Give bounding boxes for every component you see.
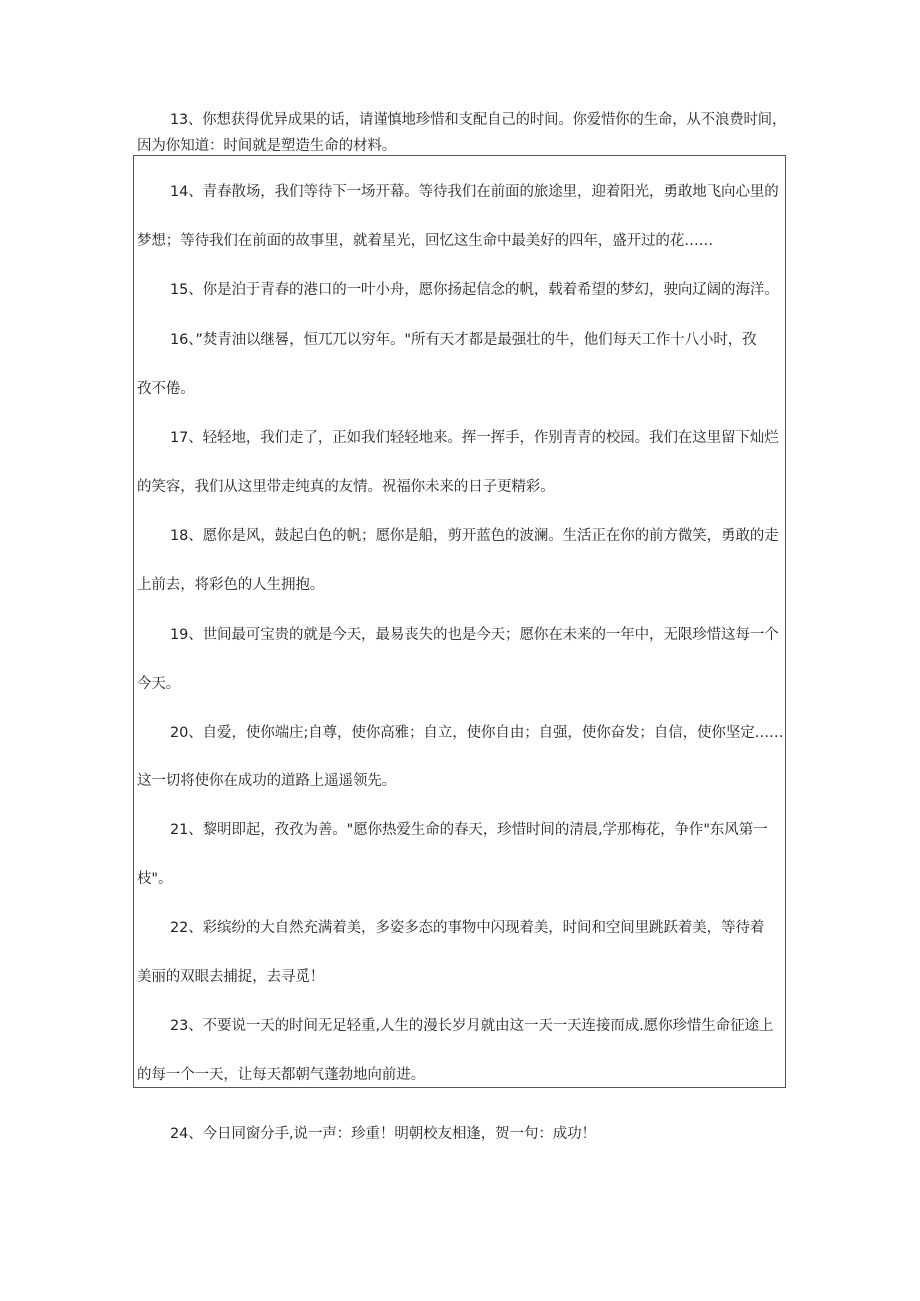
paragraph-line: 13、你想获得优异成果的话，请谨慎地珍惜和支配自己的时间。你爱惜你的生命，从不浪费时间， bbox=[170, 112, 787, 128]
paragraph-line: 14、青春散场，我们等待下一场开幕。等待我们在前面的旅途里，迎着阳光，勇敢地飞向心里的 bbox=[170, 184, 779, 200]
paragraph-line: 24、今日同窗分手,说一声：珍重！明朝校友相逢，贺一句：成功！ bbox=[170, 1126, 596, 1142]
paragraph-line: 21、黎明即起，孜孜为善。"愿你热爱生命的春天，珍惜时间的清晨,学那梅花，争作"东风第一 bbox=[170, 822, 768, 838]
paragraph-line: 22、彩缤纷的大自然充满着美，多姿多态的事物中闪现着美，时间和空间里跳跃着美，等待着 bbox=[170, 920, 765, 936]
paragraph-line: 16、”焚青油以继晷，恒兀兀以穷年。"所有天才都是最强壮的牛，他们每天工作十八小时，孜 bbox=[170, 332, 757, 348]
paragraph-line: 梦想；等待我们在前面的故事里，就着星光，回忆这生命中最美好的四年，盛开过的花…… bbox=[137, 233, 713, 249]
paragraph-line: 17、轻轻地，我们走了，正如我们轻轻地来。挥一挥手，作别青青的校园。我们在这里留下灿烂 bbox=[170, 430, 779, 446]
paragraph-line: 20、自爱，使你端庄;自尊，使你高雅；自立，使你自由；自强，使你奋发；自信，使你坚定…… bbox=[170, 725, 784, 741]
paragraph-line: 的每一个一天，让每天都朝气蓬勃地向前进。 bbox=[137, 1067, 425, 1083]
paragraph-line: 因为你知道：时间就是塑造生命的材料。 bbox=[137, 138, 397, 154]
paragraph-line: 孜不倦。 bbox=[137, 381, 195, 397]
paragraph-line: 这一切将使你在成功的道路上遥遥领先。 bbox=[137, 773, 397, 789]
paragraph-line: 18、愿你是风，鼓起白色的帆；愿你是船，剪开蓝色的波澜。生活正在你的前方微笑，勇敢的走 bbox=[170, 528, 779, 544]
paragraph-line: 上前去，将彩色的人生拥抱。 bbox=[137, 577, 325, 593]
paragraph-line: 美丽的双眼去捕捉，去寻觅！ bbox=[137, 969, 325, 985]
paragraph-line: 23、不要说一天的时间无足轻重,人生的漫长岁月就由这一天一天连接而成.愿你珍惜生命征途上 bbox=[170, 1018, 774, 1034]
paragraph-line: 枝"。 bbox=[137, 871, 173, 887]
paragraph-line: 19、世间最可宝贵的就是今天，最易丧失的也是今天；愿你在未来的一年中，无限珍惜这每一个 bbox=[170, 627, 779, 643]
paragraph-line: 今天。 bbox=[137, 676, 181, 692]
paragraph-line: 15、你是泊于青春的港口的一叶小舟，愿你扬起信念的帆，载着希望的梦幻，驶向辽阔的海洋。 bbox=[170, 282, 779, 298]
paragraph-line: 的笑容，我们从这里带走纯真的友情。祝福你未来的日子更精彩。 bbox=[137, 479, 555, 495]
